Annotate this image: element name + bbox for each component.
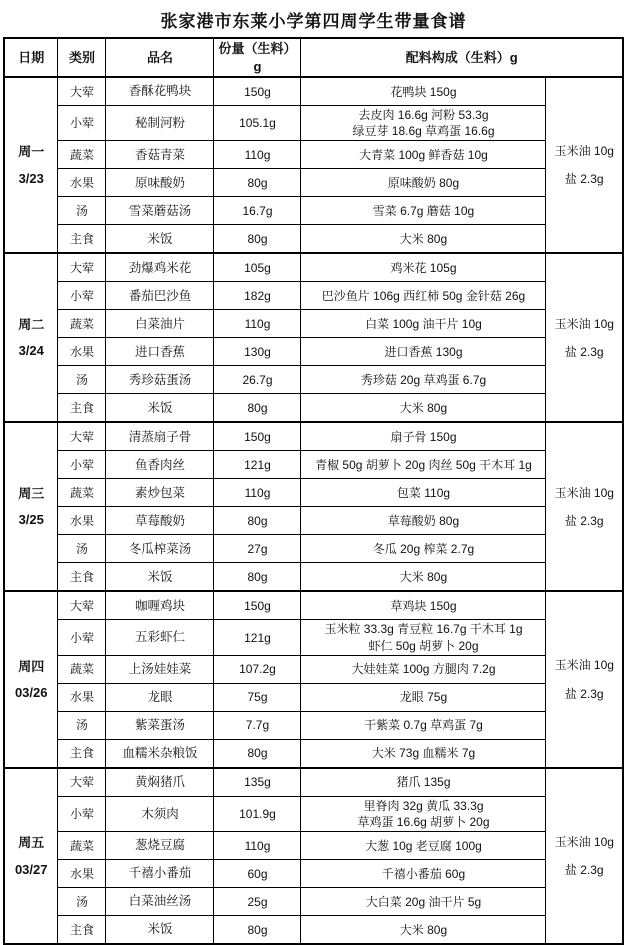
oil-salt-line: 玉米油 10g <box>554 144 614 159</box>
oil-salt-cell <box>546 77 623 253</box>
category-cell: 大荤 <box>58 253 106 282</box>
ingredient-line: 草鸡蛋 16.6g 胡萝卜 20g <box>357 815 490 830</box>
ingredient-line: 冬瓜 20g 榨菜 2.7g <box>372 541 475 556</box>
menu-row <box>4 888 623 916</box>
category-cell: 水果 <box>58 683 106 711</box>
date-cell <box>4 591 58 767</box>
portion-cell: 182g <box>214 282 301 310</box>
ingredient-line: 大青菜 100g 鲜香菇 10g <box>359 147 488 162</box>
category-cell: 汤 <box>58 197 106 225</box>
oil-salt-cell <box>546 768 623 944</box>
ingredients-cell <box>301 310 546 338</box>
dish-cell: 白菜油丝汤 <box>106 888 214 916</box>
ingredients-cell <box>301 169 546 197</box>
dish-cell: 葱烧豆腐 <box>106 832 214 860</box>
ingredients-cell <box>301 507 546 535</box>
dish-cell: 血糯米杂粮饭 <box>106 739 214 768</box>
category-cell: 主食 <box>58 225 106 254</box>
ingredient-line: 草莓酸奶 80g <box>387 513 460 528</box>
category-cell: 大荤 <box>58 422 106 451</box>
ingredients-cell <box>301 711 546 739</box>
oil-salt-line: 盐 2.3g <box>564 172 604 187</box>
oil-salt-line: 玉米油 10g <box>554 485 614 500</box>
dish-cell: 草莓酸奶 <box>106 507 214 535</box>
date-label: 03/27 <box>14 861 48 877</box>
ingredient-line: 雪菜 6.7g 蘑菇 10g <box>372 203 475 218</box>
ingredients-cell <box>301 422 546 451</box>
ingredient-line: 玉米粒 33.3g 青豆粒 16.7g 干木耳 1g <box>324 622 523 637</box>
menu-row <box>4 422 623 451</box>
dish-cell: 秀珍菇蛋汤 <box>106 366 214 394</box>
menu-row <box>4 768 623 797</box>
ingredients-cell <box>301 338 546 366</box>
ingredient-line: 草鸡块 150g <box>390 598 457 613</box>
ingredients-cell <box>301 225 546 254</box>
dish-cell: 龙眼 <box>106 683 214 711</box>
portion-cell: 80g <box>214 225 301 254</box>
ingredients-cell <box>301 563 546 592</box>
ingredient-line: 花鸭块 150g <box>390 84 457 99</box>
ingredients-cell <box>301 888 546 916</box>
portion-cell: 80g <box>214 507 301 535</box>
category-cell: 汤 <box>58 366 106 394</box>
ingredients-cell <box>301 683 546 711</box>
menu-row <box>4 225 623 254</box>
category-cell: 大荤 <box>58 768 106 797</box>
portion-cell: 60g <box>214 860 301 888</box>
portion-cell: 130g <box>214 338 301 366</box>
menu-row <box>4 394 623 423</box>
ingredients-cell <box>301 366 546 394</box>
ingredients-cell <box>301 860 546 888</box>
menu-row <box>4 683 623 711</box>
category-cell: 小荤 <box>58 282 106 310</box>
ingredient-line: 虾仁 50g 胡萝卜 20g <box>368 638 479 653</box>
ingredient-line: 鸡米花 105g <box>390 260 457 275</box>
menu-row <box>4 282 623 310</box>
portion-cell: 107.2g <box>214 655 301 683</box>
dish-cell: 木须肉 <box>106 796 214 831</box>
ingredients-cell <box>301 282 546 310</box>
ingredient-line: 大米 80g <box>399 231 448 246</box>
date-label: 3/23 <box>18 170 44 186</box>
menu-table <box>3 37 624 945</box>
category-cell: 主食 <box>58 739 106 768</box>
category-cell: 水果 <box>58 860 106 888</box>
category-cell: 水果 <box>58 338 106 366</box>
day-label: 周四 <box>18 658 45 674</box>
menu-row <box>4 451 623 479</box>
portion-cell: 110g <box>214 832 301 860</box>
ingredient-line: 里脊肉 32g 黄瓜 33.3g <box>363 798 484 813</box>
menu-row <box>4 479 623 507</box>
menu-row <box>4 535 623 563</box>
portion-cell: 26.7g <box>214 366 301 394</box>
dish-cell: 黄焖猪爪 <box>106 768 214 797</box>
day-label: 周一 <box>18 144 45 160</box>
ingredient-line: 去皮肉 16.6g 河粉 53.3g <box>358 108 489 123</box>
portion-cell: 121g <box>214 620 301 655</box>
ingredients-cell <box>301 832 546 860</box>
oil-salt-line: 盐 2.3g <box>564 686 604 701</box>
ingredient-line: 干紫菜 0.7g 草鸡蛋 7g <box>364 718 483 733</box>
dish-cell: 进口香蕉 <box>106 338 214 366</box>
category-cell: 蔬菜 <box>58 141 106 169</box>
menu-row <box>4 711 623 739</box>
ingredient-line: 千禧小番茄 60g <box>381 866 466 881</box>
portion-cell: 80g <box>214 916 301 945</box>
ingredients-cell <box>301 620 546 655</box>
ingredient-line: 大米 80g <box>399 569 448 584</box>
menu-row <box>4 507 623 535</box>
oil-salt-line: 玉米油 10g <box>554 658 614 673</box>
dish-cell: 鱼香肉丝 <box>106 451 214 479</box>
category-cell: 汤 <box>58 711 106 739</box>
portion-cell: 110g <box>214 310 301 338</box>
header-date: 日期 <box>4 38 58 77</box>
portion-cell: 80g <box>214 169 301 197</box>
page-title: 张家港市东莱小学第四周学生带量食谱 <box>160 12 467 31</box>
dish-cell: 米饭 <box>106 225 214 254</box>
dish-cell: 原味酸奶 <box>106 169 214 197</box>
portion-cell: 105.1g <box>214 106 301 141</box>
category-cell: 主食 <box>58 394 106 423</box>
portion-cell: 105g <box>214 253 301 282</box>
category-cell: 蔬菜 <box>58 479 106 507</box>
menu-row <box>4 253 623 282</box>
portion-cell: 110g <box>214 141 301 169</box>
portion-cell: 150g <box>214 77 301 106</box>
category-cell: 主食 <box>58 563 106 592</box>
menu-row <box>4 739 623 768</box>
dish-cell: 米饭 <box>106 394 214 423</box>
menu-row <box>4 366 623 394</box>
menu-table-body <box>4 77 623 944</box>
day-label: 周五 <box>18 834 45 850</box>
ingredient-line: 包菜 110g <box>396 485 451 500</box>
ingredient-line: 秀珍菇 20g 草鸡蛋 6.7g <box>360 372 487 387</box>
ingredients-cell <box>301 77 546 106</box>
ingredient-line: 青椒 50g 胡萝卜 20g 肉丝 50g 干木耳 1g <box>315 457 532 472</box>
dish-cell: 劲爆鸡米花 <box>106 253 214 282</box>
portion-cell: 101.9g <box>214 796 301 831</box>
portion-cell: 80g <box>214 394 301 423</box>
category-cell: 蔬菜 <box>58 832 106 860</box>
dish-cell: 五彩虾仁 <box>106 620 214 655</box>
dish-cell: 千禧小番茄 <box>106 860 214 888</box>
portion-cell: 121g <box>214 451 301 479</box>
ingredients-cell <box>301 535 546 563</box>
oil-salt-cell <box>546 253 623 422</box>
ingredients-cell <box>301 916 546 945</box>
menu-row <box>4 832 623 860</box>
ingredients-cell <box>301 141 546 169</box>
dish-cell: 米饭 <box>106 916 214 945</box>
header-portion: 份量（生料）g <box>214 38 301 77</box>
date-label: 03/26 <box>14 685 48 701</box>
category-cell: 水果 <box>58 169 106 197</box>
menu-row <box>4 860 623 888</box>
header-dish: 品名 <box>106 38 214 77</box>
category-cell: 大荤 <box>58 591 106 620</box>
portion-cell: 75g <box>214 683 301 711</box>
dish-cell: 清蒸扇子骨 <box>106 422 214 451</box>
header-ingredients: 配料构成（生料）g <box>301 38 623 77</box>
menu-row <box>4 77 623 106</box>
date-cell <box>4 253 58 422</box>
menu-row <box>4 141 623 169</box>
dish-cell: 紫菜蛋汤 <box>106 711 214 739</box>
date-cell <box>4 768 58 944</box>
date-label: 3/25 <box>18 512 44 528</box>
ingredient-line: 大米 80g <box>399 922 448 937</box>
date-cell <box>4 77 58 253</box>
dish-cell: 冬瓜榨菜汤 <box>106 535 214 563</box>
ingredient-line: 扇子骨 150g <box>390 429 457 444</box>
ingredient-line: 猪爪 135g <box>396 775 451 790</box>
portion-cell: 27g <box>214 535 301 563</box>
dish-cell: 米饭 <box>106 563 214 592</box>
portion-cell: 7.7g <box>214 711 301 739</box>
portion-cell: 80g <box>214 563 301 592</box>
ingredient-line: 大米 80g <box>399 400 448 415</box>
menu-row <box>4 563 623 592</box>
dish-cell: 咖喱鸡块 <box>106 591 214 620</box>
ingredient-line: 大娃娃菜 100g 方腿肉 7.2g <box>351 662 496 677</box>
ingredients-cell <box>301 655 546 683</box>
category-cell: 小荤 <box>58 796 106 831</box>
ingredients-cell <box>301 479 546 507</box>
date-label: 3/24 <box>18 343 44 359</box>
header-row <box>4 38 623 77</box>
oil-salt-cell <box>546 591 623 767</box>
ingredients-cell <box>301 197 546 225</box>
category-cell: 汤 <box>58 535 106 563</box>
menu-row <box>4 916 623 945</box>
dish-cell: 素炒包菜 <box>106 479 214 507</box>
day-label: 周二 <box>18 316 45 332</box>
date-cell <box>4 422 58 591</box>
category-cell: 蔬菜 <box>58 310 106 338</box>
dish-cell: 白菜油片 <box>106 310 214 338</box>
dish-cell: 雪菜蘑菇汤 <box>106 197 214 225</box>
ingredient-line: 白菜 100g 油干片 10g <box>365 316 482 331</box>
category-cell: 大荤 <box>58 77 106 106</box>
ingredient-line: 大白菜 20g 油干片 5g <box>365 894 482 909</box>
category-cell: 主食 <box>58 916 106 945</box>
portion-cell: 150g <box>214 591 301 620</box>
oil-salt-cell <box>546 422 623 591</box>
ingredient-line: 进口香蕉 130g <box>384 344 463 359</box>
category-cell: 小荤 <box>58 620 106 655</box>
category-cell: 小荤 <box>58 451 106 479</box>
category-cell: 水果 <box>58 507 106 535</box>
ingredient-line: 龙眼 75g <box>399 690 448 705</box>
portion-cell: 25g <box>214 888 301 916</box>
ingredients-cell <box>301 253 546 282</box>
oil-salt-line: 盐 2.3g <box>564 513 604 528</box>
dish-cell: 上汤娃娃菜 <box>106 655 214 683</box>
oil-salt-line: 玉米油 10g <box>554 834 614 849</box>
dish-cell: 秘制河粉 <box>106 106 214 141</box>
header-category: 类别 <box>58 38 106 77</box>
ingredient-line: 巴沙鱼片 106g 西红柿 50g 金针菇 26g <box>321 288 526 303</box>
ingredient-line: 大米 73g 血糯米 7g <box>371 746 476 761</box>
ingredients-cell <box>301 394 546 423</box>
category-cell: 蔬菜 <box>58 655 106 683</box>
ingredient-line: 绿豆芽 18.6g 草鸡蛋 16.6g <box>352 124 495 139</box>
portion-cell: 150g <box>214 422 301 451</box>
ingredients-cell <box>301 768 546 797</box>
category-cell: 汤 <box>58 888 106 916</box>
category-cell: 小荤 <box>58 106 106 141</box>
menu-row <box>4 197 623 225</box>
ingredients-cell <box>301 591 546 620</box>
dish-cell: 香菇青菜 <box>106 141 214 169</box>
menu-row <box>4 338 623 366</box>
menu-row <box>4 620 623 655</box>
menu-row <box>4 169 623 197</box>
oil-salt-line: 玉米油 10g <box>554 316 614 331</box>
ingredients-cell <box>301 106 546 141</box>
ingredient-line: 大葱 10g 老豆腐 100g <box>365 838 482 853</box>
day-label: 周三 <box>18 485 45 501</box>
ingredients-cell <box>301 739 546 768</box>
portion-cell: 135g <box>214 768 301 797</box>
menu-row <box>4 310 623 338</box>
portion-cell: 110g <box>214 479 301 507</box>
oil-salt-line: 盐 2.3g <box>564 863 604 878</box>
oil-salt-line: 盐 2.3g <box>564 344 604 359</box>
menu-row <box>4 796 623 831</box>
menu-row <box>4 106 623 141</box>
ingredients-cell <box>301 796 546 831</box>
ingredients-cell <box>301 451 546 479</box>
menu-row <box>4 591 623 620</box>
dish-cell: 香酥花鸭块 <box>106 77 214 106</box>
ingredient-line: 原味酸奶 80g <box>387 175 460 190</box>
dish-cell: 番茄巴沙鱼 <box>106 282 214 310</box>
portion-cell: 80g <box>214 739 301 768</box>
portion-cell: 16.7g <box>214 197 301 225</box>
menu-row <box>4 655 623 683</box>
